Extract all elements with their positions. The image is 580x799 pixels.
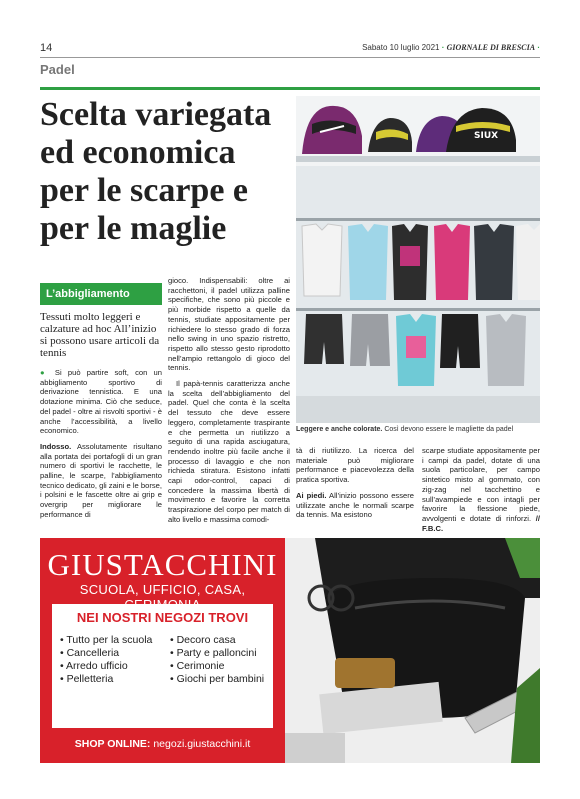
- ad-offer-title: NEI NOSTRI NEGOZI TROVI: [76, 610, 249, 625]
- ad-offer-item: • Giochi per bambini: [170, 673, 264, 686]
- ad-panel: [40, 538, 285, 763]
- store-roncadelle: [163, 694, 285, 721]
- ad-offer-list-left: [60, 634, 152, 686]
- issue-date: Sabato 10 luglio 2021: [362, 43, 440, 52]
- shop-online-url[interactable]: negozi.giustacchini.it: [153, 738, 251, 750]
- header-divider: [40, 57, 540, 58]
- ad-product-photo: [285, 538, 540, 763]
- store-address: Viale S. Eufemia, 192: [53, 709, 149, 720]
- ad-offer-item: • Arredo ufficio: [60, 660, 152, 673]
- store-name: RONCADELLE: [187, 695, 261, 707]
- padel-shop-photo: [296, 96, 540, 423]
- paragraph-lead: Ai piedi.: [296, 490, 327, 500]
- paragraph: [422, 446, 540, 533]
- ad-offer-item: • Decoro casa: [170, 634, 264, 647]
- page-number: 14: [40, 42, 53, 54]
- photo-caption-text: Così devono essere le magliette da padel: [384, 426, 514, 433]
- photo-caption: [296, 426, 540, 433]
- dateline-separator: ·: [441, 43, 445, 52]
- ad-offer-item: • Tutto per la scuola: [60, 634, 152, 647]
- section-accent-rule: [40, 87, 540, 90]
- sidebox-subtitle: Tessuti molto leggeri e calzature ad hoc All’inizio si possono usare articoli da tennis: [40, 311, 160, 359]
- paragraph-text: Assolutamente risultano alla portata dei portafogli di un gran numero di sportivi le racchette, le palline, le scarpe, l’abbigliamento tecnico dedicato, gli zaini e le borse, i polsini e le fascette oltre ai grip e overgrip per migliorare le performance di: [40, 441, 162, 519]
- ad-offer-item: • Cancelleria: [60, 647, 152, 660]
- article-column-3: [296, 446, 414, 526]
- store-name: BRESCIA: [77, 695, 125, 707]
- store-brescia: [40, 694, 162, 721]
- bag-and-accessories-image: [285, 538, 540, 763]
- bullet-icon: ●: [40, 368, 49, 377]
- article-column-2: [168, 276, 290, 531]
- advertisement[interactable]: [40, 538, 540, 763]
- dateline-separator-end: ·: [537, 43, 540, 52]
- ad-offer-item: • Cerimonie: [170, 660, 264, 673]
- ad-offer-item: • Party e palloncini: [170, 647, 264, 660]
- paragraph-text: scarpe studiate appositamente per i campi da padel, dotate di una suola particolare, per campo sintetico misto al gommato, con zig-zag nel tacchettino e sull’avampiede e con intagli per favorire la flessione piede, avvolgenti e dotate di rinforzi.: [422, 446, 540, 523]
- paragraph-text: Si può partire soft, con un abbigliamento sportivo di derivazione tennistica. E una dotazione minima. Ciò che seduce, del padel - oltre ai risvolti sportivi - è anche l’accessibilità, a livello economico.: [40, 368, 162, 436]
- shop-online-label: SHOP ONLINE:: [74, 738, 151, 750]
- ad-offer-item: • Pelletteria: [60, 673, 152, 686]
- paragraph-text: All’inizio possono essere utilizzate anche le normali scarpe da tennis. Ma esistono: [296, 490, 414, 520]
- paragraph: Il papà-tennis caratterizza anche la scelta dell’abbigliamento del padel. Quel che conta è la scelta del tessuto che deve essere leggero, completamente traspirante e che permetta un riutilizzo a seguito di una rapida asciugatura, rendendo inoltre più facile anche il processo di lavaggio e che non richieda stiratura. Esistono infatti capi odor-control, capaci di concedere la massima libertà di movimento e favorire la corretta traspirazione del corpo per match di alto livello e massima comodi-: [168, 379, 290, 524]
- ad-tagline: SCUOLA, UFFICIO, CASA,: [79, 582, 246, 597]
- article-column-4: [422, 446, 540, 539]
- ad-stores: [40, 694, 285, 728]
- paragraph: tà di riutilizzo. La ricerca del materiale può migliorare performance e piacevolezza della pratica sportiva.: [296, 446, 414, 485]
- brand-label: SIUX: [474, 131, 499, 141]
- newspaper-name: GIORNALE DI BRESCIA: [446, 43, 536, 52]
- ad-brand: GIUSTACCHINI: [47, 547, 278, 582]
- paragraph-lead: Indosso.: [40, 441, 72, 451]
- photo-caption-lead: Leggere e anche colorate.: [296, 426, 383, 433]
- article-column-1: [40, 368, 162, 526]
- sidebox-title: L’abbigliamento: [40, 283, 162, 305]
- paragraph: [296, 491, 414, 520]
- ad-offer-list-right: [170, 634, 264, 686]
- paragraph: [40, 368, 162, 436]
- page-header: [40, 42, 540, 56]
- article-photo: [296, 96, 540, 423]
- store-address: Via V. Emanuele II, 17: [174, 709, 274, 720]
- ad-shop-online[interactable]: [40, 738, 285, 750]
- section-label: Padel: [40, 62, 75, 77]
- header-dateline: [362, 43, 540, 52]
- paragraph: [40, 442, 162, 520]
- paragraph: gioco. Indispensabili: oltre ai racchettoni, il padel utilizza palline specifiche, che sono più piccole e più morbide rispetto a quelle da tennis, studiate appositamente per richiedere lo stesso grado di forza nello swing in uno spazio ristretto, rispetto allo stesso gesto riprodotto nell’ampio rettangolo di gioco del tennis.: [168, 276, 290, 373]
- author-signature: // F.B.C.: [422, 513, 540, 533]
- article-headline: Scelta variegata ed economica per le scarpe e per le maglie: [40, 96, 272, 247]
